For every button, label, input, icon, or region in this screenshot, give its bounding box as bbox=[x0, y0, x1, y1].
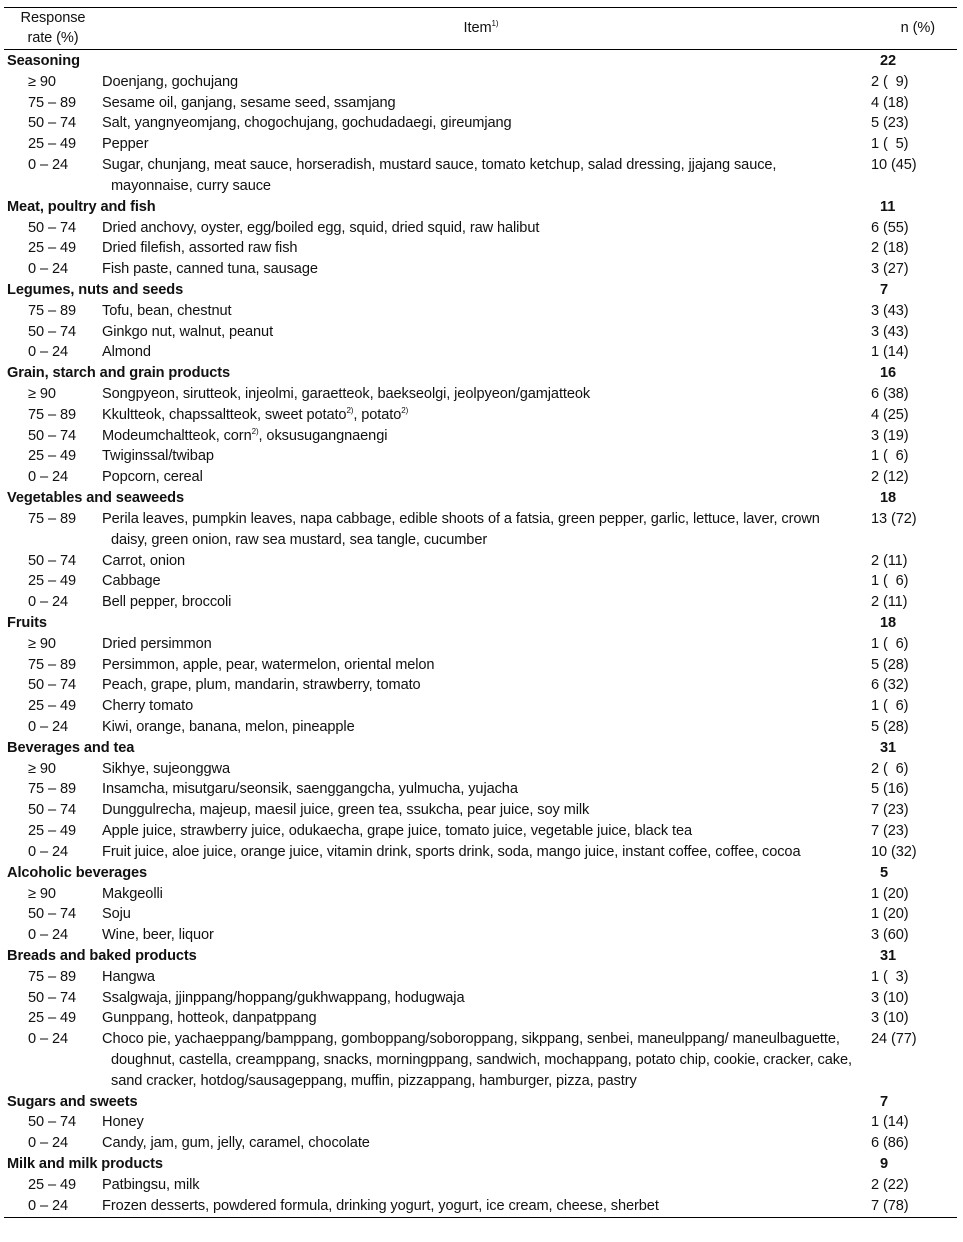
n-percent-cell: 10 (32) bbox=[871, 843, 917, 860]
item-cell: Dried persimmon bbox=[102, 635, 212, 652]
category-row bbox=[4, 1092, 957, 1113]
n-percent-cell: 2 ( 6) bbox=[871, 760, 909, 777]
table-row bbox=[4, 405, 957, 426]
item-cell: Dunggulrecha, majeup, maesil juice, green tea, ssukcha, pear juice, soy milk bbox=[102, 802, 590, 819]
table-row bbox=[4, 259, 957, 280]
table-row bbox=[4, 238, 957, 259]
table-row bbox=[4, 675, 957, 696]
response-rate-cell: 50 – 74 bbox=[28, 552, 76, 569]
table-row bbox=[4, 842, 957, 863]
item-cell: Wine, beer, liquor bbox=[102, 927, 214, 944]
n-percent-cell: 4 (25) bbox=[871, 406, 909, 423]
response-rate-cell: 50 – 74 bbox=[28, 219, 76, 236]
n-percent-cell: 1 ( 6) bbox=[871, 573, 909, 590]
response-rate-cell: ≥ 90 bbox=[28, 73, 56, 90]
response-rate-cell: 50 – 74 bbox=[28, 677, 76, 694]
item-text: Modeumchaltteok, corn bbox=[102, 427, 252, 444]
n-percent-cell: 3 (10) bbox=[871, 989, 909, 1006]
item-cell: Gunppang, hotteok, danpatppang bbox=[102, 1010, 317, 1027]
n-percent-cell: 2 (12) bbox=[871, 469, 909, 486]
response-rate-cell: 25 – 49 bbox=[28, 448, 76, 465]
response-rate-cell: 50 – 74 bbox=[28, 323, 76, 340]
item-cell: Persimmon, apple, pear, watermelon, oriental melon bbox=[102, 656, 435, 673]
category-label: Vegetables and seaweeds bbox=[7, 490, 184, 507]
category-label: Sugars and sweets bbox=[7, 1093, 138, 1110]
item-cell: Cherry tomato bbox=[102, 698, 194, 715]
response-rate-cell: 75 – 89 bbox=[28, 406, 76, 423]
category-total: 31 bbox=[880, 739, 897, 756]
table-row bbox=[4, 134, 957, 155]
category-row bbox=[4, 863, 957, 884]
footnote-marker: 2) bbox=[346, 405, 354, 415]
category-label: Breads and baked products bbox=[7, 947, 197, 964]
n-percent-cell: 7 (23) bbox=[871, 802, 909, 819]
category-label: Seasoning bbox=[7, 53, 80, 69]
n-percent-cell: 5 (23) bbox=[871, 115, 909, 132]
item-cell: Makgeolli bbox=[102, 885, 163, 902]
table-row bbox=[4, 1196, 957, 1217]
table-header bbox=[4, 8, 957, 50]
table-row bbox=[4, 779, 957, 800]
item-cell: Popcorn, cereal bbox=[102, 469, 203, 486]
n-percent-cell: 1 (14) bbox=[871, 1114, 909, 1131]
table-row bbox=[4, 592, 957, 613]
response-rate-cell: 75 – 89 bbox=[28, 302, 76, 319]
category-total: 7 bbox=[880, 281, 889, 298]
footnote-marker: 2) bbox=[401, 405, 409, 415]
category-total: 18 bbox=[880, 614, 897, 631]
table-row bbox=[4, 113, 957, 134]
item-text: Kkultteok, chapssaltteok, sweet potato bbox=[102, 406, 347, 423]
table-row bbox=[4, 301, 957, 322]
response-rate-cell: 0 – 24 bbox=[28, 1135, 68, 1152]
response-rate-cell: ≥ 90 bbox=[28, 386, 56, 402]
response-rate-cell: 25 – 49 bbox=[28, 136, 76, 153]
item-cell: Insamcha, misutgaru/seonsik, saenggangcha, yulmucha, yujacha bbox=[102, 781, 518, 798]
n-percent-cell: 3 (43) bbox=[871, 302, 909, 319]
table-row bbox=[4, 904, 957, 925]
response-rate-cell: 0 – 24 bbox=[28, 927, 68, 944]
table-row bbox=[4, 509, 957, 551]
n-percent-cell: 3 (10) bbox=[871, 1010, 909, 1027]
n-percent-cell: 24 (77) bbox=[871, 1031, 917, 1048]
item-cell bbox=[102, 405, 867, 426]
n-percent-cell: 3 (19) bbox=[871, 427, 909, 444]
category-total: 9 bbox=[880, 1156, 889, 1173]
table-row bbox=[4, 218, 957, 239]
response-rate-cell: 50 – 74 bbox=[28, 1114, 76, 1131]
table-row bbox=[4, 800, 957, 821]
food-item-table bbox=[4, 7, 957, 1218]
item-cell: Choco pie, yachaeppang/bamppang, gomboppang/soboroppang, sikppang, senbei, maneulppang/ maneulbaguette, doughnut, castella, creamppang, snacks, morningppang, sandwich, mochappang, potato chip, cookie, cracker, cake, sand cracker, hotdog/sausageppang, muffin, pizzappang, hamburger, pizza, pastry bbox=[102, 1031, 852, 1089]
item-cell: Doenjang, gochujang bbox=[102, 73, 239, 90]
header-rate-line1: Response bbox=[20, 10, 86, 26]
item-cell: Honey bbox=[102, 1114, 144, 1131]
table-row bbox=[4, 696, 957, 717]
category-total: 11 bbox=[880, 198, 896, 215]
category-label: Meat, poultry and fish bbox=[7, 198, 156, 215]
item-cell: Sugar, chunjang, meat sauce, horseradish, mustard sauce, tomato ketchup, salad dressing, jjajang sauce, mayonnaise, curry sauce bbox=[102, 157, 777, 194]
response-rate-cell: 0 – 24 bbox=[28, 594, 68, 611]
item-cell: Dried anchovy, oyster, egg/boiled egg, squid, dried squid, raw halibut bbox=[102, 219, 540, 236]
category-row bbox=[4, 197, 957, 218]
table-row bbox=[4, 925, 957, 946]
n-percent-cell: 4 (18) bbox=[871, 94, 909, 111]
category-total: 22 bbox=[880, 53, 897, 69]
response-rate-cell: 50 – 74 bbox=[28, 802, 76, 819]
table-row bbox=[4, 72, 957, 93]
item-text: , oksusugangnaengi bbox=[258, 427, 388, 444]
item-cell: Cabbage bbox=[102, 573, 161, 590]
header-n-percent: n (%) bbox=[900, 20, 935, 36]
table-row bbox=[4, 1029, 957, 1091]
table-row bbox=[4, 1133, 957, 1154]
n-percent-cell: 2 (11) bbox=[871, 552, 908, 569]
response-rate-cell: ≥ 90 bbox=[28, 635, 56, 652]
table-row bbox=[4, 571, 957, 592]
table-body bbox=[4, 50, 957, 1217]
n-percent-cell: 1 (14) bbox=[871, 344, 909, 361]
n-percent-cell: 13 (72) bbox=[871, 510, 917, 527]
n-percent-cell: 1 ( 6) bbox=[871, 698, 909, 715]
category-label: Legumes, nuts and seeds bbox=[7, 281, 184, 298]
table-row bbox=[4, 426, 957, 447]
item-cell: Twiginssal/twibap bbox=[102, 448, 214, 465]
table-row bbox=[4, 1112, 957, 1133]
table-row bbox=[4, 322, 957, 343]
response-rate-cell: 25 – 49 bbox=[28, 698, 76, 715]
category-label: Milk and milk products bbox=[7, 1156, 163, 1173]
item-cell: Perila leaves, pumpkin leaves, napa cabbage, edible shoots of a fatsia, green pepper, garlic, lettuce, laver, crown daisy, green onion, raw sea mustard, sea tangle, cucumber bbox=[102, 510, 820, 548]
n-percent-cell: 1 ( 6) bbox=[871, 448, 909, 465]
category-row bbox=[4, 488, 957, 509]
item-cell: Pepper bbox=[102, 136, 149, 153]
table-row bbox=[4, 655, 957, 676]
item-cell: Tofu, bean, chestnut bbox=[102, 302, 232, 319]
item-cell: Frozen desserts, powdered formula, drinking yogurt, yogurt, ice cream, cheese, sherbet bbox=[102, 1197, 659, 1214]
category-row bbox=[4, 363, 957, 384]
table-row bbox=[4, 1175, 957, 1196]
response-rate-cell: 75 – 89 bbox=[28, 510, 76, 527]
item-cell: Patbingsu, milk bbox=[102, 1176, 200, 1193]
response-rate-cell: 25 – 49 bbox=[28, 240, 76, 257]
response-rate-cell: 0 – 24 bbox=[28, 719, 68, 735]
category-row bbox=[4, 1154, 957, 1175]
category-label: Fruits bbox=[7, 614, 47, 631]
table-row bbox=[4, 1008, 957, 1029]
item-cell: Ginkgo nut, walnut, peanut bbox=[102, 323, 274, 340]
item-cell: Hangwa bbox=[102, 968, 155, 985]
response-rate-cell: 0 – 24 bbox=[28, 1197, 68, 1214]
n-percent-cell: 1 (20) bbox=[871, 906, 909, 923]
response-rate-cell: 50 – 74 bbox=[28, 115, 76, 132]
category-total: 18 bbox=[880, 490, 897, 507]
table-row bbox=[4, 342, 957, 363]
response-rate-cell: 0 – 24 bbox=[28, 157, 68, 174]
item-cell: Fish paste, canned tuna, sausage bbox=[102, 261, 318, 278]
response-rate-cell: 50 – 74 bbox=[28, 989, 76, 1006]
item-cell: Bell pepper, broccoli bbox=[102, 594, 232, 611]
response-rate-cell: 25 – 49 bbox=[28, 1010, 76, 1027]
n-percent-cell: 10 (45) bbox=[871, 157, 917, 174]
n-percent-cell: 5 (16) bbox=[871, 781, 909, 798]
item-cell: Sesame oil, ganjang, sesame seed, ssamjang bbox=[102, 94, 396, 111]
n-percent-cell: 1 (20) bbox=[871, 885, 909, 902]
n-percent-cell: 3 (43) bbox=[871, 323, 909, 340]
item-cell: Kiwi, orange, banana, melon, pineapple bbox=[102, 719, 355, 735]
response-rate-cell: 75 – 89 bbox=[28, 968, 76, 985]
item-cell: Peach, grape, plum, mandarin, strawberry, tomato bbox=[102, 677, 421, 694]
item-cell: Soju bbox=[102, 906, 131, 923]
table-row bbox=[4, 634, 957, 655]
response-rate-cell: 75 – 89 bbox=[28, 656, 76, 673]
item-cell: Songpyeon, sirutteok, injeolmi, garaetteok, baekseolgi, jeolpyeon/gamjatteok bbox=[102, 386, 591, 402]
n-percent-cell: 7 (78) bbox=[871, 1197, 909, 1214]
item-cell: Sikhye, sujeonggwa bbox=[102, 760, 231, 777]
category-row bbox=[4, 280, 957, 301]
response-rate-cell: 75 – 89 bbox=[28, 781, 76, 798]
response-rate-cell: 0 – 24 bbox=[28, 469, 68, 486]
category-label: Alcoholic beverages bbox=[7, 864, 148, 881]
table-row bbox=[4, 155, 957, 197]
table-row bbox=[4, 467, 957, 488]
response-rate-cell: 25 – 49 bbox=[28, 573, 76, 590]
item-cell bbox=[102, 426, 867, 447]
n-percent-cell: 3 (27) bbox=[871, 261, 909, 278]
category-total: 16 bbox=[880, 365, 897, 382]
item-cell: Dried filefish, assorted raw fish bbox=[102, 240, 298, 257]
table-row bbox=[4, 93, 957, 114]
category-total: 31 bbox=[880, 947, 897, 964]
category-label: Grain, starch and grain products bbox=[7, 365, 231, 382]
item-cell: Almond bbox=[102, 344, 151, 361]
n-percent-cell: 3 (60) bbox=[871, 927, 909, 944]
response-rate-cell: ≥ 90 bbox=[28, 760, 56, 777]
header-item-label: Item bbox=[463, 20, 492, 36]
category-row bbox=[4, 946, 957, 967]
n-percent-cell: 6 (55) bbox=[871, 219, 909, 236]
response-rate-cell: 50 – 74 bbox=[28, 906, 76, 923]
response-rate-cell: 0 – 24 bbox=[28, 1031, 68, 1048]
n-percent-cell: 1 ( 6) bbox=[871, 635, 909, 652]
n-percent-cell: 6 (86) bbox=[871, 1135, 909, 1152]
item-cell: Candy, jam, gum, jelly, caramel, chocolate bbox=[102, 1135, 370, 1152]
n-percent-cell: 5 (28) bbox=[871, 656, 909, 673]
response-rate-cell: 0 – 24 bbox=[28, 344, 68, 361]
header-item-footnote: 1) bbox=[491, 19, 499, 28]
item-cell: Apple juice, strawberry juice, odukaecha, grape juice, tomato juice, vegetable juice, black tea bbox=[102, 823, 692, 840]
header-rate-line2: rate (%) bbox=[27, 30, 79, 46]
header-item bbox=[102, 18, 860, 38]
table-row bbox=[4, 717, 957, 738]
category-row bbox=[4, 51, 957, 72]
response-rate-cell: 75 – 89 bbox=[28, 94, 76, 111]
n-percent-cell: 6 (32) bbox=[871, 677, 909, 694]
n-percent-cell: 2 (11) bbox=[871, 594, 908, 611]
table-row bbox=[4, 384, 957, 405]
n-percent-cell: 2 (22) bbox=[871, 1176, 909, 1193]
item-cell: Fruit juice, aloe juice, orange juice, vitamin drink, sports drink, soda, mango juice, instant coffee, coffee, cocoa bbox=[102, 843, 801, 860]
response-rate-cell: 25 – 49 bbox=[28, 823, 76, 840]
response-rate-cell: 50 – 74 bbox=[28, 427, 76, 444]
n-percent-cell: 1 ( 5) bbox=[871, 136, 909, 153]
table-row bbox=[4, 821, 957, 842]
n-percent-cell: 2 ( 9) bbox=[871, 73, 909, 90]
table-row bbox=[4, 446, 957, 467]
header-response-rate bbox=[4, 8, 102, 48]
response-rate-cell: 0 – 24 bbox=[28, 843, 68, 860]
category-total: 7 bbox=[880, 1093, 889, 1110]
response-rate-cell: 25 – 49 bbox=[28, 1176, 76, 1193]
category-label: Beverages and tea bbox=[7, 739, 135, 756]
item-cell: Ssalgwaja, jjinppang/hoppang/gukhwappang, hodugwaja bbox=[102, 989, 465, 1006]
footnote-marker: 2) bbox=[251, 426, 259, 436]
table-row bbox=[4, 759, 957, 780]
table-row bbox=[4, 988, 957, 1009]
n-percent-cell: 5 (28) bbox=[871, 719, 909, 735]
category-total: 5 bbox=[880, 864, 889, 881]
table-row bbox=[4, 551, 957, 572]
item-cell: Carrot, onion bbox=[102, 552, 186, 569]
n-percent-cell: 2 (18) bbox=[871, 240, 909, 257]
response-rate-cell: ≥ 90 bbox=[28, 885, 56, 902]
category-row bbox=[4, 613, 957, 634]
item-text: , potato bbox=[353, 406, 402, 423]
item-cell: Salt, yangnyeomjang, chogochujang, gochudadaegi, gireumjang bbox=[102, 115, 512, 132]
n-percent-cell: 6 (38) bbox=[871, 386, 909, 402]
table-row bbox=[4, 884, 957, 905]
n-percent-cell: 1 ( 3) bbox=[871, 968, 909, 985]
n-percent-cell: 7 (23) bbox=[871, 823, 909, 840]
table-row bbox=[4, 967, 957, 988]
response-rate-cell: 0 – 24 bbox=[28, 261, 68, 278]
category-row bbox=[4, 738, 957, 759]
